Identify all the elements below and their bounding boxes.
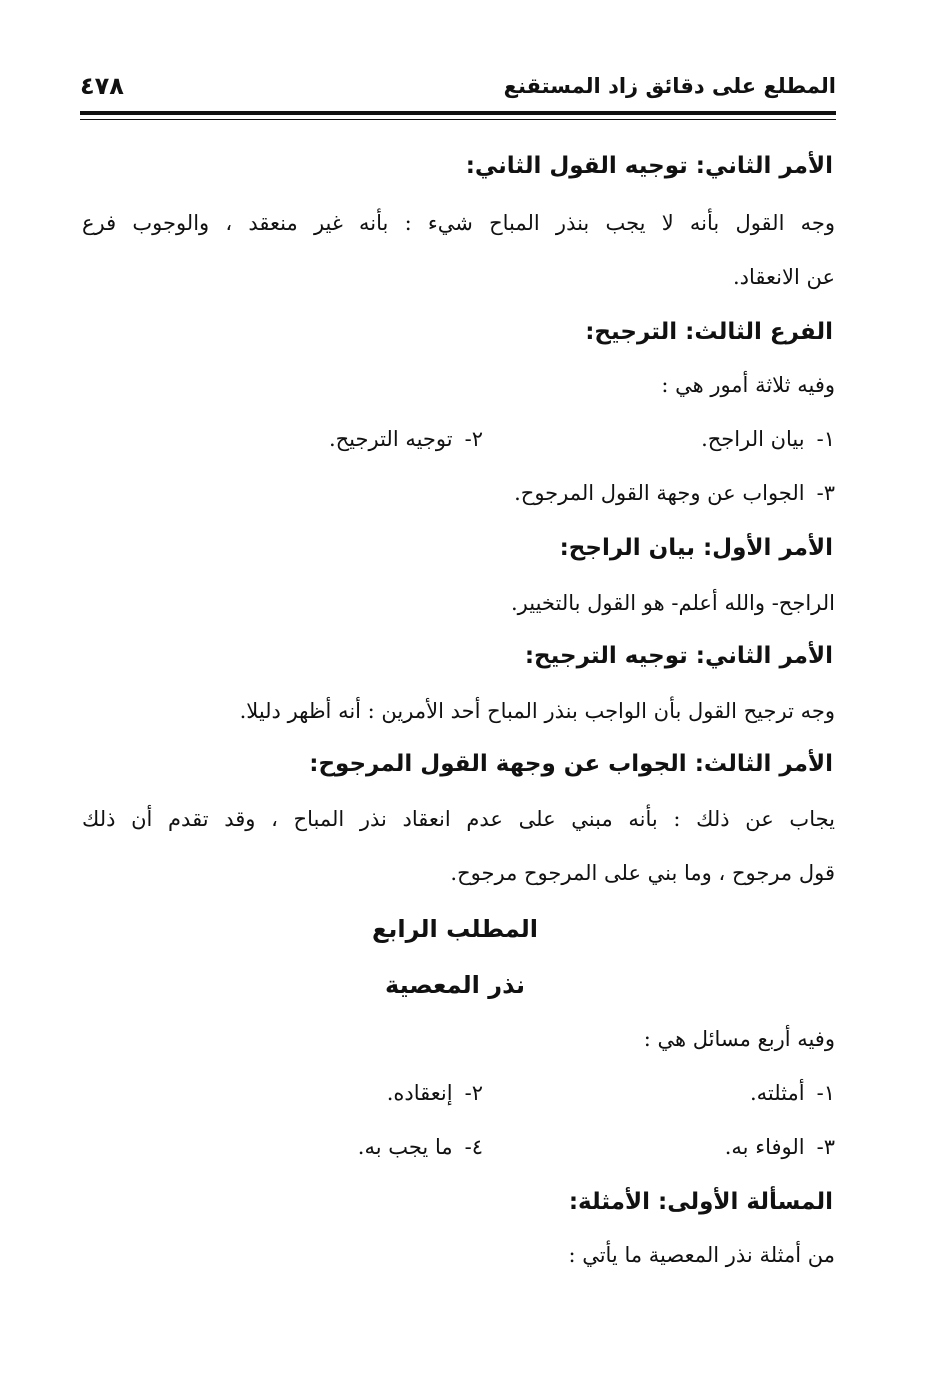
page-header [80,70,836,110]
list-item: ٣-الوفاء به. [724,1135,835,1159]
chapter-subtitle: نذر المعصية [385,971,525,999]
section-heading: الأمر الأول: بيان الراجح: [559,535,833,561]
section-heading: الأمر الثالث: الجواب عن وجهة القول المرجوح: [309,751,833,777]
paragraph-line: من أمثلة نذر المعصية ما يأتي : [568,1243,835,1267]
paragraph-line: وجه القول بأنه لا يجب بنذر المباح شيء : بأنه غير منعقد ، والوجوب فرع [82,211,835,235]
paragraph-line: وجه ترجيح القول بأن الواجب بنذر المباح أحد الأمرين : أنه أظهر دليلا. [239,699,835,723]
paragraph-line: قول مرجوح ، وما بني على المرجوح مرجوح. [450,861,835,885]
paragraph-line: الراجح- والله أعلم- هو القول بالتخيير. [511,591,835,615]
list-item: ٤-ما يجب به. [357,1135,483,1159]
intro-line: وفيه أربع مسائل هي : [643,1027,835,1051]
section-heading: الفرع الثالث: الترجيح: [585,319,833,345]
list-item: ٢-إنعقاده. [386,1081,483,1105]
section-heading: الأمر الثاني: توجيه القول الثاني: [465,153,833,179]
paragraph-line: عن الانعقاد. [732,265,835,289]
page-number: ٤٧٨ [80,72,124,100]
section-heading: الأمر الثاني: توجيه الترجيح: [524,643,833,669]
paragraph-line: يجاب عن ذلك : بأنه مبني على عدم انعقاد نذر المباح ، وقد تقدم أن ذلك [82,807,835,831]
list-item: ١-أمثلته. [749,1081,835,1105]
list-item: ٣-الجواب عن وجهة القول المرجوح. [514,481,835,505]
running-title: المطلع على دقائق زاد المستقنع [503,74,836,98]
header-rule-thick [80,111,836,115]
header-rule-thin [80,119,836,120]
list-item: ١-بيان الراجح. [701,427,835,451]
section-heading: المسألة الأولى: الأمثلة: [568,1189,833,1215]
list-item: ٢-توجيه الترجيح. [328,427,483,451]
chapter-title: المطلب الرابع [371,915,539,943]
intro-line: وفيه ثلاثة أمور هي : [661,373,835,397]
